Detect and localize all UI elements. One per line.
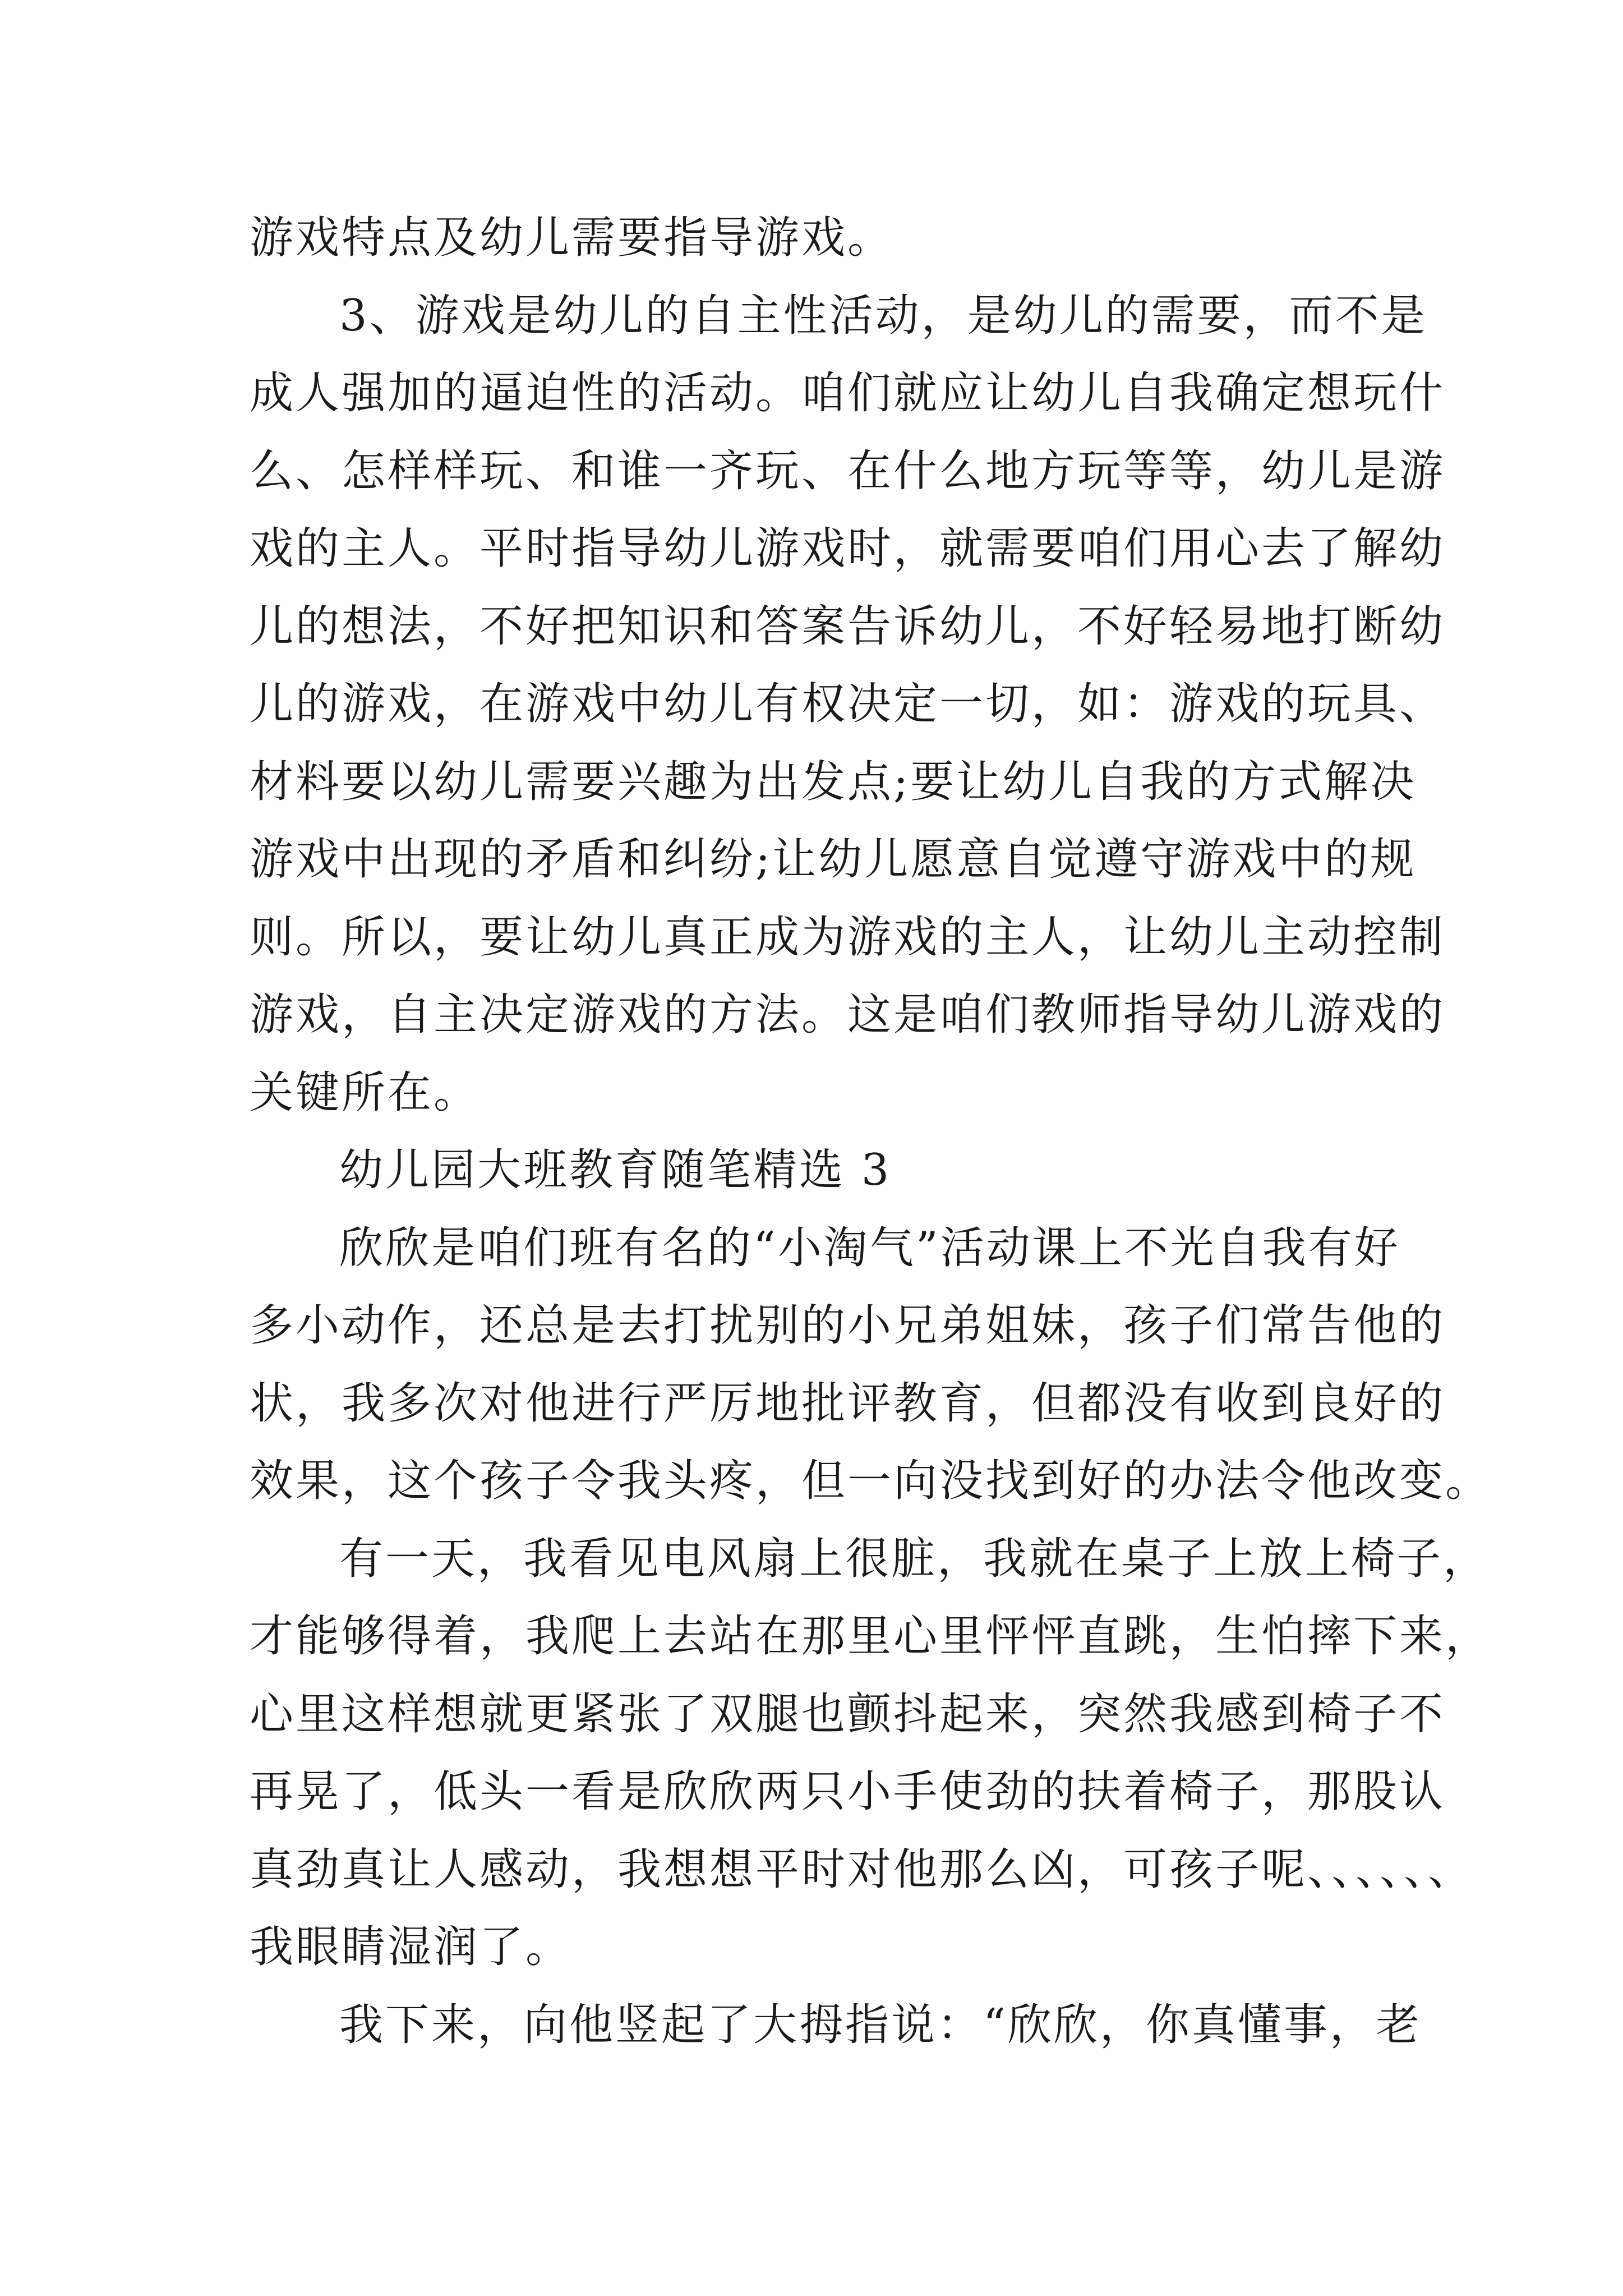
document-body xyxy=(250,199,1492,2064)
text-line: 有一天，我看见电风扇上很脏，我就在桌子上放上椅子， xyxy=(339,1533,1490,1584)
text-line: 效果，这个孩子令我头疼，但一向没找到好的办法令他改变。 xyxy=(250,1456,1492,1506)
text-line: 游戏特点及幼儿需要指导游戏。 xyxy=(250,213,894,263)
text-line: 关键所在。 xyxy=(250,1067,480,1118)
text-line: 真劲真让人感动，我想想平时对他那么凶，可孩子呢、、、、、、 xyxy=(250,1844,1474,1895)
text-line: 我下来，向他竖起了大拇指说：“欣欣，你真懂事，老 xyxy=(339,1999,1422,2050)
text-line: 则。所以，要让幼儿真正成为游戏的主人，让幼儿主动控制 xyxy=(250,912,1446,963)
text-line: 3、游戏是幼儿的自主性活动，是幼儿的需要，而不是 xyxy=(339,290,1427,341)
text-line: 状，我多次对他进行严厉地批评教育，但都没有收到良好的 xyxy=(250,1378,1446,1429)
text-line: 多小动作，还总是去打扰别的小兄弟姐妹，孩子们常告他的 xyxy=(250,1300,1446,1351)
text-line: 儿的想法，不好把知识和答案告诉幼儿，不好轻易地打断幼 xyxy=(250,601,1446,652)
text-line: 戏的主人。平时指导幼儿游戏时，就需要咱们用心去了解幼 xyxy=(250,523,1446,574)
text-line: 心里这样想就更紧张了双腿也颤抖起来，突然我感到椅子不 xyxy=(250,1688,1446,1740)
text-line: 再晃了，低头一看是欣欣两只小手使劲的扶着椅子，那股认 xyxy=(250,1766,1446,1817)
text-line: 欣欣是咱们班有名的“小淘气”活动课上不光自我有好 xyxy=(339,1222,1400,1273)
text-line: 才能够得着，我爬上去站在那里心里怦怦直跳，生怕摔下来， xyxy=(250,1611,1492,1662)
text-line: 材料要以幼儿需要兴趣为出发点;要让幼儿自我的方式解决 xyxy=(250,756,1417,807)
text-line: 游戏，自主决定游戏的方法。这是咱们教师指导幼儿游戏的 xyxy=(250,990,1446,1040)
text-line: 我眼睛湿润了。 xyxy=(250,1922,572,1972)
text-line: 成人强加的逼迫性的活动。咱们就应让幼儿自我确定想玩什 xyxy=(250,368,1446,418)
text-line: 游戏中出现的矛盾和纠纷;让幼儿愿意自觉遵守游戏中的规 xyxy=(250,834,1417,885)
section-heading: 幼儿园大班教育随笔精选 3 xyxy=(339,1145,892,1195)
text-line: 么、怎样样玩、和谁一齐玩、在什么地方玩等等，幼儿是游 xyxy=(250,445,1446,496)
text-line: 儿的游戏，在游戏中幼儿有权决定一切，如：游戏的玩具、 xyxy=(250,679,1446,729)
